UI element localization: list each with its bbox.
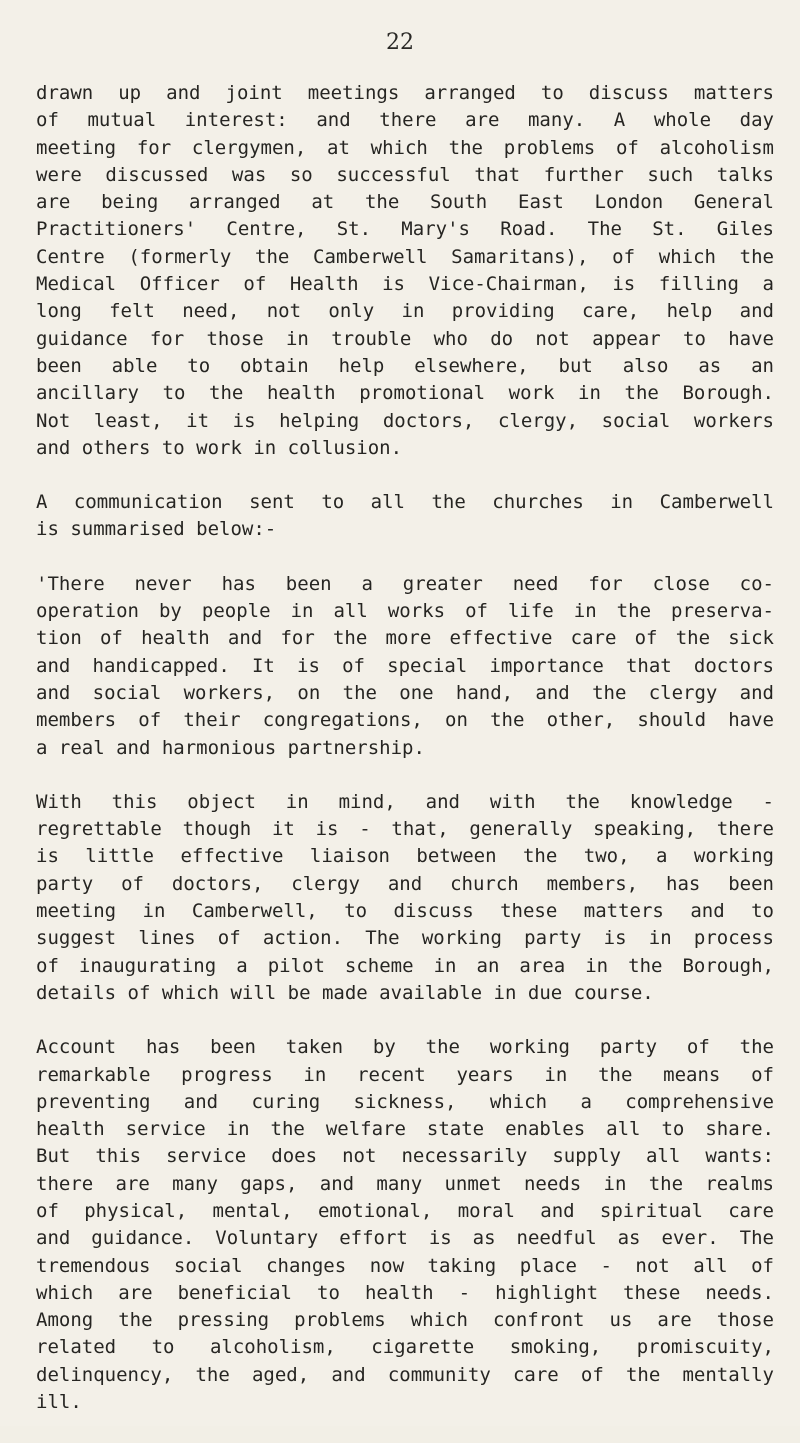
paragraph-3: [36, 571, 774, 762]
text-line: and others to work in collusion.: [36, 436, 403, 459]
text-line: and handicapped. It is of special importance that doctors: [36, 654, 774, 677]
text-line: Not least, it is helping doctors, clergy, social workers: [36, 409, 774, 432]
body-text: [36, 80, 774, 1443]
text-line: delinquency, the aged, and community care of the mentally: [36, 1363, 774, 1386]
text-line: suggest lines of action. The working party is in process: [36, 927, 774, 950]
text-line: ancillary to the health promotional work in the Borough.: [36, 382, 774, 405]
text-line: were discussed was so successful that further such talks: [36, 163, 774, 186]
text-line: of inaugurating a pilot scheme in an area in the Borough,: [36, 954, 774, 977]
text-line: and social workers, on the one hand, and the clergy and: [36, 681, 774, 704]
page-number: 22: [386, 30, 414, 55]
text-line: been able to obtain help elsewhere, but also as an: [36, 354, 774, 377]
text-line: preventing and curing sickness, which a comprehensive: [36, 1090, 774, 1113]
text-line: tremendous social changes now taking place - not all of: [36, 1254, 774, 1277]
text-line: party of doctors, clergy and church members, has been: [36, 872, 774, 895]
text-line: With this object in mind, and with the knowledge -: [36, 790, 774, 813]
text-line: health service in the welfare state enables all to share.: [36, 1118, 774, 1141]
text-line: regrettable though it is - that, generally speaking, there: [36, 818, 774, 841]
text-line: But this service does not necessarily supply all wants:: [36, 1145, 774, 1168]
text-line: Account has been taken by the working party of the: [36, 1036, 774, 1059]
text-line: is summarised below:-: [36, 518, 277, 541]
text-line: details of which will be made available in due course.: [36, 981, 654, 1004]
text-line: drawn up and joint meetings arranged to discuss matters: [36, 82, 774, 104]
text-line: are being arranged at the South East London General: [36, 191, 774, 214]
text-line: meeting for clergymen, at which the problems of alcoholism: [36, 136, 774, 159]
text-line: related to alcoholism, cigarette smoking, promiscuity,: [36, 1336, 774, 1359]
text-line: remarkable progress in recent years in the means of: [36, 1063, 774, 1086]
paragraph-5: [36, 1034, 774, 1416]
text-line: which are beneficial to health - highlight these needs.: [36, 1281, 774, 1304]
text-line: Among the pressing problems which confront us are those: [36, 1309, 774, 1332]
text-line: of physical, mental, emotional, moral and spiritual care: [36, 1199, 774, 1222]
text-line: tion of health and for the more effective care of the sick: [36, 627, 774, 650]
text-line: and guidance. Voluntary effort is as needful as ever. The: [36, 1227, 774, 1250]
text-line: 'There never has been a greater need for close co-: [36, 572, 774, 595]
text-line: Centre (formerly the Camberwell Samaritans), of which the: [36, 245, 774, 268]
text-line: guidance for those in trouble who do not appear to have: [36, 327, 774, 350]
text-line: Medical Officer of Health is Vice-Chairman, is filling a: [36, 273, 774, 296]
text-line: operation by people in all works of life in the preserva-: [36, 600, 774, 623]
paragraph-1: [36, 80, 774, 462]
text-line: long felt need, not only in providing care, help and: [36, 300, 774, 323]
text-line: A communication sent to all the churches in Camberwell: [36, 491, 774, 514]
text-line: members of their congregations, on the other, should have: [36, 709, 774, 732]
paragraph-4: [36, 789, 774, 1007]
paragraph-2: [36, 489, 774, 544]
text-line: is little effective liaison between the two, a working: [36, 845, 774, 868]
text-line: of mutual interest: and there are many. A whole day: [36, 109, 774, 132]
text-line: ill.: [36, 1391, 82, 1414]
text-line: there are many gaps, and many unmet needs in the realms: [36, 1172, 774, 1195]
text-line: Practitioners' Centre, St. Mary's Road. The St. Giles: [36, 218, 774, 241]
text-line: a real and harmonious partnership.: [36, 736, 425, 759]
text-line: meeting in Camberwell, to discuss these matters and to: [36, 900, 774, 923]
